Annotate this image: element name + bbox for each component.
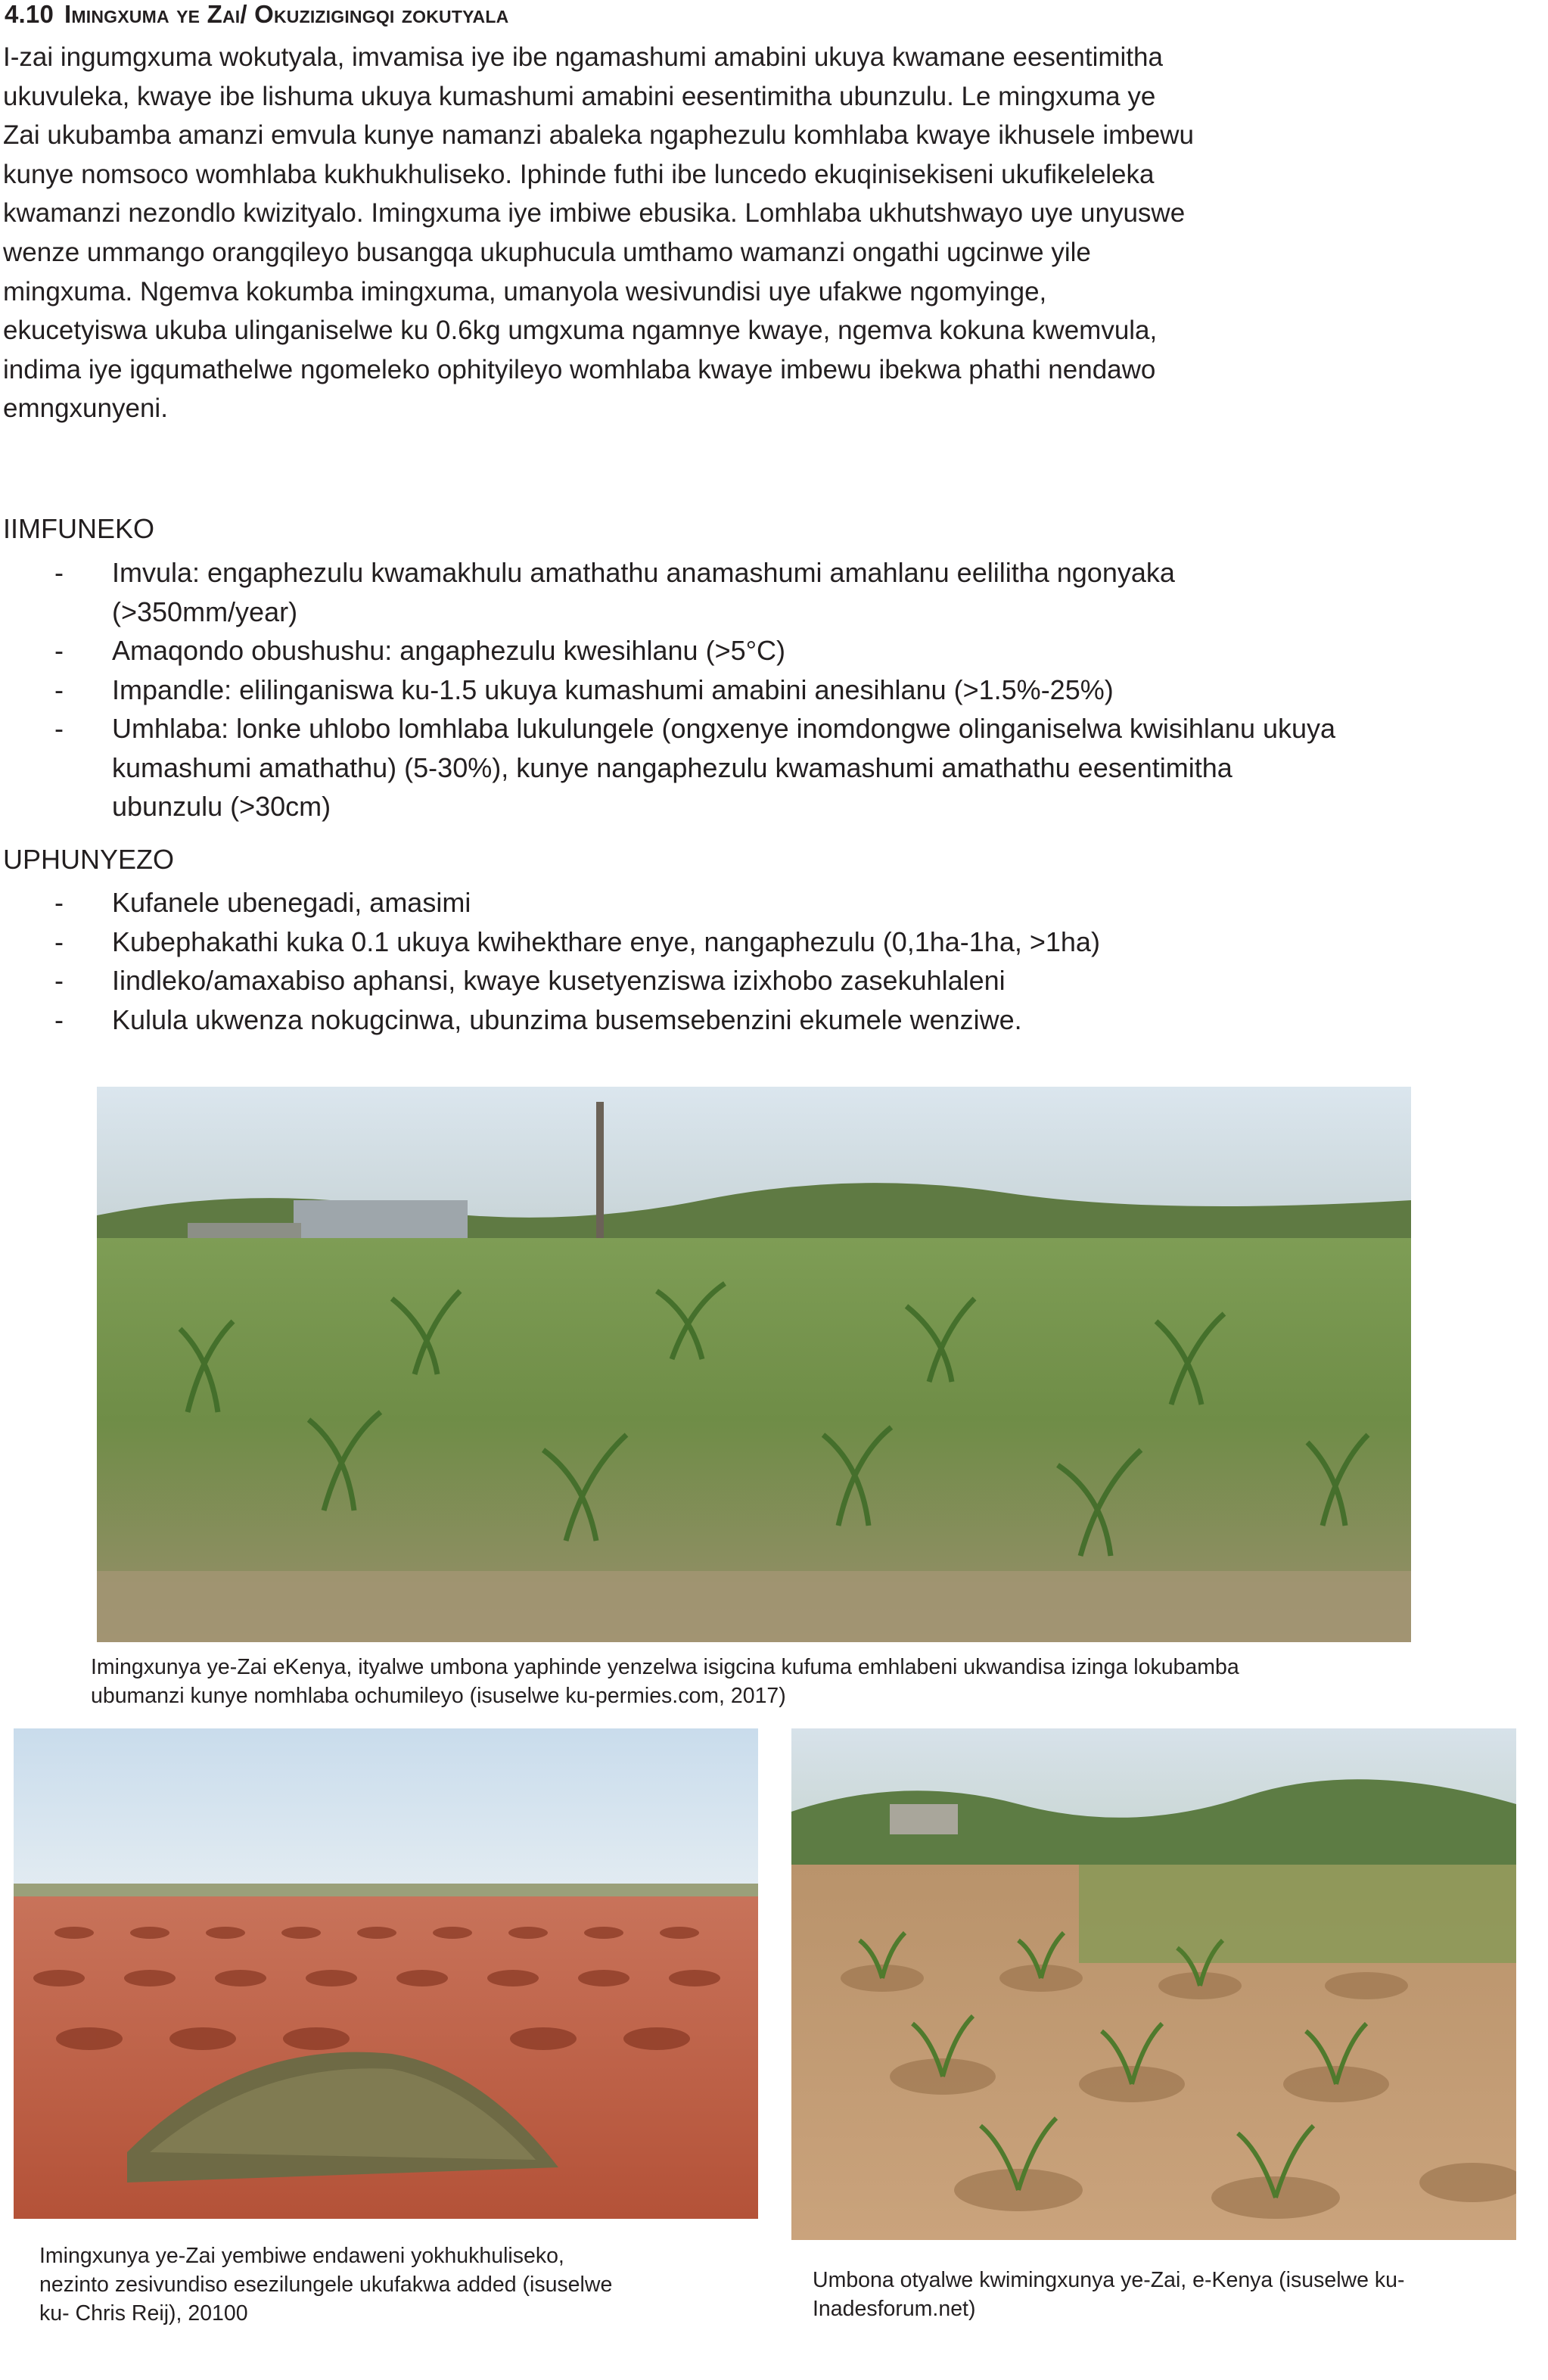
intro-line: kunye nomsoco womhlaba kukhukhuliseko. Iphinde futhi ibe luncedo ekuqinisekiseni ukufikeleleka — [3, 159, 1155, 189]
intro-line: indima iye igqumathelwe ngomeleko ophityileyo womhlaba kwaye imbewu ibekwa phathi nendawo — [3, 354, 1156, 384]
summary-title: UPHUNYEZO — [3, 844, 175, 875]
figure-caption — [813, 2266, 1516, 2323]
maize-field-photo — [97, 1087, 1411, 1642]
requirement-text: Imvula: engaphezulu kwamakhulu amathathu anamashumi amahlanu eelilitha ngonyaka (>350mm/year) — [112, 557, 1175, 627]
caption-line: Imingxunya ye-Zai eKenya, ityalwe umbona yaphinde yenzelwa isigcina kufuma emhlabeni ukwandisa izinga lokubamba — [91, 1655, 1239, 1679]
intro-line: I-zai ingumgxuma wokutyala, imvamisa iye ibe ngamashumi amabini ukuya kwamane eesentimitha — [3, 42, 1163, 72]
requirements-list — [0, 553, 1345, 826]
caption-line: ku- Chris Reij), 20100 — [39, 2301, 248, 2326]
requirement-text: Umhlaba: lonke uhlobo lomhlaba lukulungele (ongxenye inomdongwe olinganiselwa kwisihlanu ukuya kumashumi amathathu) (5-30%), kunye nangaphezulu kwamashumi amathathu eesentimitha ubunzulu (>30cm) — [112, 713, 1336, 822]
summary-item: - Iindleko/amaxabiso aphansi, kwaye kusetyenziswa izixhobo zasekuhlaleni — [54, 965, 1006, 996]
summary-text: Kulula ukwenza nokugcinwa, ubunzima busemsebenzini ekumele wenziwe. — [112, 1003, 1022, 1035]
requirement-item: - Impandle: elilinganiswa ku-1.5 ukuya kumashumi amabini anesihlanu (>1.5%-25%) — [54, 674, 1114, 705]
requirement-item: - Amaqondo obushushu: angaphezulu kwesihlanu (>5°C) — [54, 635, 785, 666]
requirement-item: - Umhlaba: lonke uhlobo lomhlaba lukulungele (ongxenye inomdongwe olinganiselwa kwisihlanu ukuya kumashumi amathathu) (5-30%), kunye nangaphezulu kwamashumi amathathu eesentimitha ubunzulu (>30cm) — [54, 713, 1336, 822]
intro-line: emngxunyeni. — [3, 394, 168, 424]
intro-line: Zai ukubamba amanzi emvula kunye namanzi abaleka ngaphezulu komhlaba kwaye ikhusele imbewu — [3, 120, 1194, 151]
intro-line: ekucetyiswa ukuba ulinganiselwe ku 0.6kg umgxuma ngamnye kwaye, ngemva kokuna kwemvula, — [3, 316, 1158, 346]
caption-line: nezinto zesivundiso esezilungele ukufakwa added (isuselwe — [39, 2273, 613, 2297]
section-number: 4.10 — [5, 0, 54, 28]
summary-list — [0, 883, 1345, 1039]
requirements-title: IIMFUNEKO — [3, 513, 155, 544]
requirement-item: - Imvula: engaphezulu kwamakhulu amathathu anamashumi amahlanu eelilitha ngonyaka (>350mm/year) — [54, 557, 1175, 627]
summary-text: Kufanele ubenegadi, amasimi — [112, 887, 471, 918]
figure-caption — [91, 1653, 1513, 1710]
zai-pits-photo — [14, 1728, 758, 2219]
intro-line: kwamanzi nezondlo kwizityalo. Imingxuma iye imbiwe ebusika. Lomhlaba ukhutshwayo uye unyuswe — [3, 198, 1186, 229]
summary-text: Kubephakathi kuka 0.1 ukuya kwihekthare enye, nangaphezulu (0,1ha-1ha, >1ha) — [112, 926, 1100, 957]
intro-line: ukuvuleka, kwaye ibe lishuma ukuya kumashumi amabini eesentimitha ubunzulu. Le mingxuma ye — [3, 81, 1156, 111]
summary-text: Iindleko/amaxabiso aphansi, kwaye kusetyenziswa izixhobo zasekuhlaleni — [112, 965, 1006, 996]
section-title: Imingxuma ye Zai/ Okuzizigingqi zokutyala — [64, 0, 509, 28]
caption-line: Inadesforum.net) — [813, 2297, 976, 2321]
figure-caption — [39, 2242, 743, 2328]
intro-line: mingxuma. Ngemva kokumba imingxuma, umanyola wesivundisi uye ufakwe ngomyinge, — [3, 276, 1047, 306]
caption-line: ubumanzi kunye nomhlaba ochumileyo (isuselwe ku-permies.com, 2017) — [91, 1684, 786, 1708]
summary-item: - Kufanele ubenegadi, amasimi — [54, 887, 471, 918]
intro-paragraph — [3, 38, 1418, 428]
requirement-text: Impandle: elilinganiswa ku-1.5 ukuya kumashumi amabini anesihlanu (>1.5%-25%) — [112, 674, 1114, 705]
maize-zai-pits-photo — [791, 1728, 1516, 2240]
requirement-text: Amaqondo obushushu: angaphezulu kwesihlanu (>5°C) — [112, 635, 785, 666]
summary-item: - Kulula ukwenza nokugcinwa, ubunzima busemsebenzini ekumele wenziwe. — [54, 1003, 1022, 1035]
caption-line: Imingxunya ye-Zai yembiwe endaweni yokhukhuliseko, — [39, 2244, 564, 2268]
intro-line: wenze ummango orangqileyo busangqa ukuphucula umthamo wamanzi ongathi ugcinwe yile — [3, 237, 1091, 267]
caption-line: Umbona otyalwe kwimingxunya ye-Zai, e-Kenya (isuselwe ku- — [813, 2268, 1405, 2292]
summary-item: - Kubephakathi kuka 0.1 ukuya kwihekthare enye, nangaphezulu (0,1ha-1ha, >1ha) — [54, 926, 1100, 957]
section-heading — [5, 0, 508, 29]
